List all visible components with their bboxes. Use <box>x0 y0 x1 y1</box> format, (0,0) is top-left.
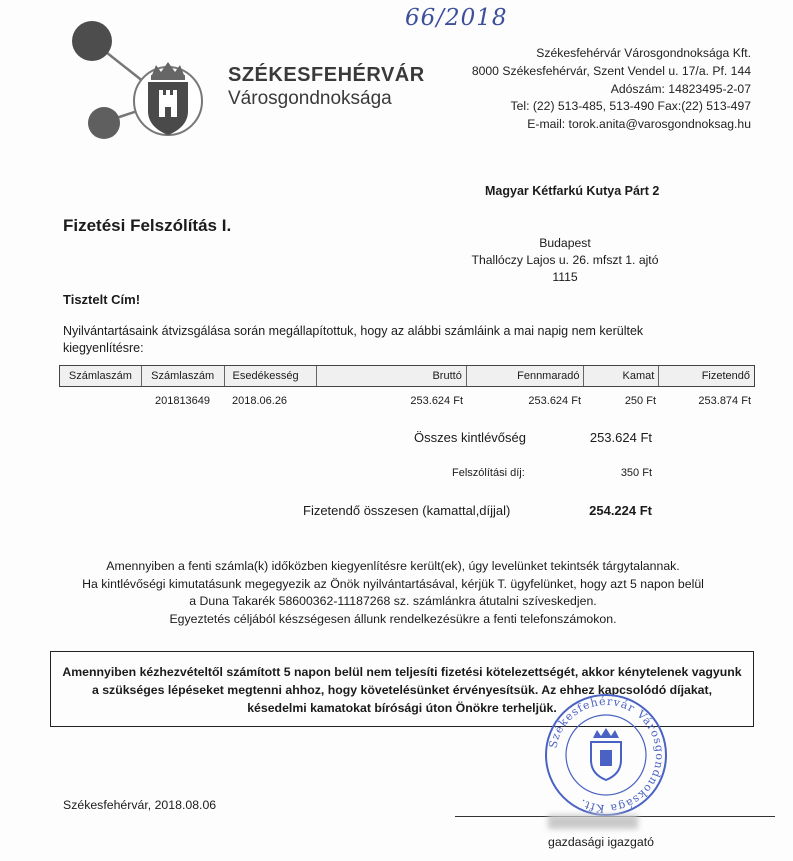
table-cell <box>59 395 141 415</box>
total-value: 254.224 Ft <box>589 503 652 518</box>
notice-paragraph <box>63 558 723 628</box>
invoice-table <box>59 365 755 415</box>
fee-label: Felszólítási díj: <box>452 467 525 479</box>
column-header: Bruttó <box>317 366 467 386</box>
official-stamp <box>541 690 671 820</box>
table-cell: 250 Ft <box>624 395 656 407</box>
table-header <box>59 365 755 387</box>
recipient-street: Thallóczy Lajos u. 26. mfszt 1. ajtó <box>471 253 659 267</box>
logo-title: SZÉKESFEHÉRVÁR <box>228 64 425 86</box>
table-cell: 201813649 <box>154 395 211 407</box>
company-name: Székesfehérvár Városgondnoksága Kft. <box>536 46 751 60</box>
column-header: Esedékesség <box>225 366 318 386</box>
signature-title: gazdasági igazgató <box>548 835 654 849</box>
column-header: Számlaszám <box>142 366 225 386</box>
fee-value: 350 Ft <box>620 467 652 479</box>
table-row <box>59 395 755 415</box>
notice-line: Ha kintlévőségi kimutatásunk megegyezik az Önök nyilvántartásával, kérjük T. ügyfelünket, hogy azt 5 napon belül <box>82 576 704 591</box>
recipient-name: Magyar Kétfarkú Kutya Párt 2 <box>485 184 660 198</box>
table-cell: 253.624 Ft <box>528 395 581 407</box>
recipient-city: Budapest <box>539 236 591 250</box>
column-header: Kamat <box>584 366 659 386</box>
table-cell: 2018.06.26 <box>232 395 288 407</box>
column-header: Fizetendő <box>701 370 750 382</box>
outstanding-value: 253.624 Ft <box>589 430 652 445</box>
column-header: Számlaszám <box>60 366 142 386</box>
column-header: Fennmaradó <box>467 366 585 386</box>
stamp-text: Székesfehérvár Városgondnoksága Kft. <box>546 694 667 816</box>
outstanding-label: Összes kintlévőség <box>414 430 526 445</box>
redacted-signature <box>548 815 638 829</box>
company-phone: Tel: (22) 513-485, 513-490 Fax:(22) 513-497 <box>510 99 751 114</box>
place-and-date: Székesfehérvár, 2018.08.06 <box>63 798 217 812</box>
company-address: 8000 Székesfehérvár, Szent Vendel u. 17/a. Pf. 144 <box>471 63 751 78</box>
warning-box: Amennyiben kézhezvételtől számított 5 napon belül nem teljesíti fizetési kötelezettségét, akkor kénytelenek vagyunk a szükséges lépéseket megtenni ahhoz, hogy követelésünket érvényesítsük. Az ehhez kapcsolódó díjakat, késedelmi kamatokat bírósági úton Önökre terheljük. <box>50 651 754 727</box>
city-logo <box>60 15 230 140</box>
salutation: Tisztelt Cím! <box>63 292 141 307</box>
notice-line: Egyeztetés céljából készségesen állunk rendelkezésükre a fenti telefonszámokon. <box>169 611 617 626</box>
notice-line: a Duna Takarék 58600362-11187268 sz. számlánkra átutalni szíveskedjen. <box>189 594 597 608</box>
recipient-address <box>440 235 690 286</box>
table-cell: 253.874 Ft <box>698 395 751 407</box>
recipient-zip: 1115 <box>552 270 578 284</box>
company-info <box>472 45 751 134</box>
total-label: Fizetendő összesen (kamattal,díjjal) <box>303 503 511 518</box>
company-email: E-mail: torok.anita@varosgondnoksag.hu <box>527 117 751 132</box>
company-tax-id: Adószám: 14823495-2-07 <box>610 81 751 96</box>
document-title: Fizetési Felszólítás I. <box>63 216 232 235</box>
logo-subtitle: Városgondnoksága <box>228 88 392 109</box>
table-cell: 253.624 Ft <box>410 395 463 407</box>
handwritten-reference-number: 66/2018 <box>405 5 508 31</box>
intro-paragraph: Nyilvántartásaink átvizsgálása során megállapítottuk, hogy az alábbi számláink a mai napig nem kerültek kiegyenlítésre: <box>63 324 644 355</box>
notice-line: Amennyiben a fenti számla(k) időközben kiegyenlítésre került(ek), úgy levelünket tekintsék tárgytalannak. <box>106 559 680 573</box>
